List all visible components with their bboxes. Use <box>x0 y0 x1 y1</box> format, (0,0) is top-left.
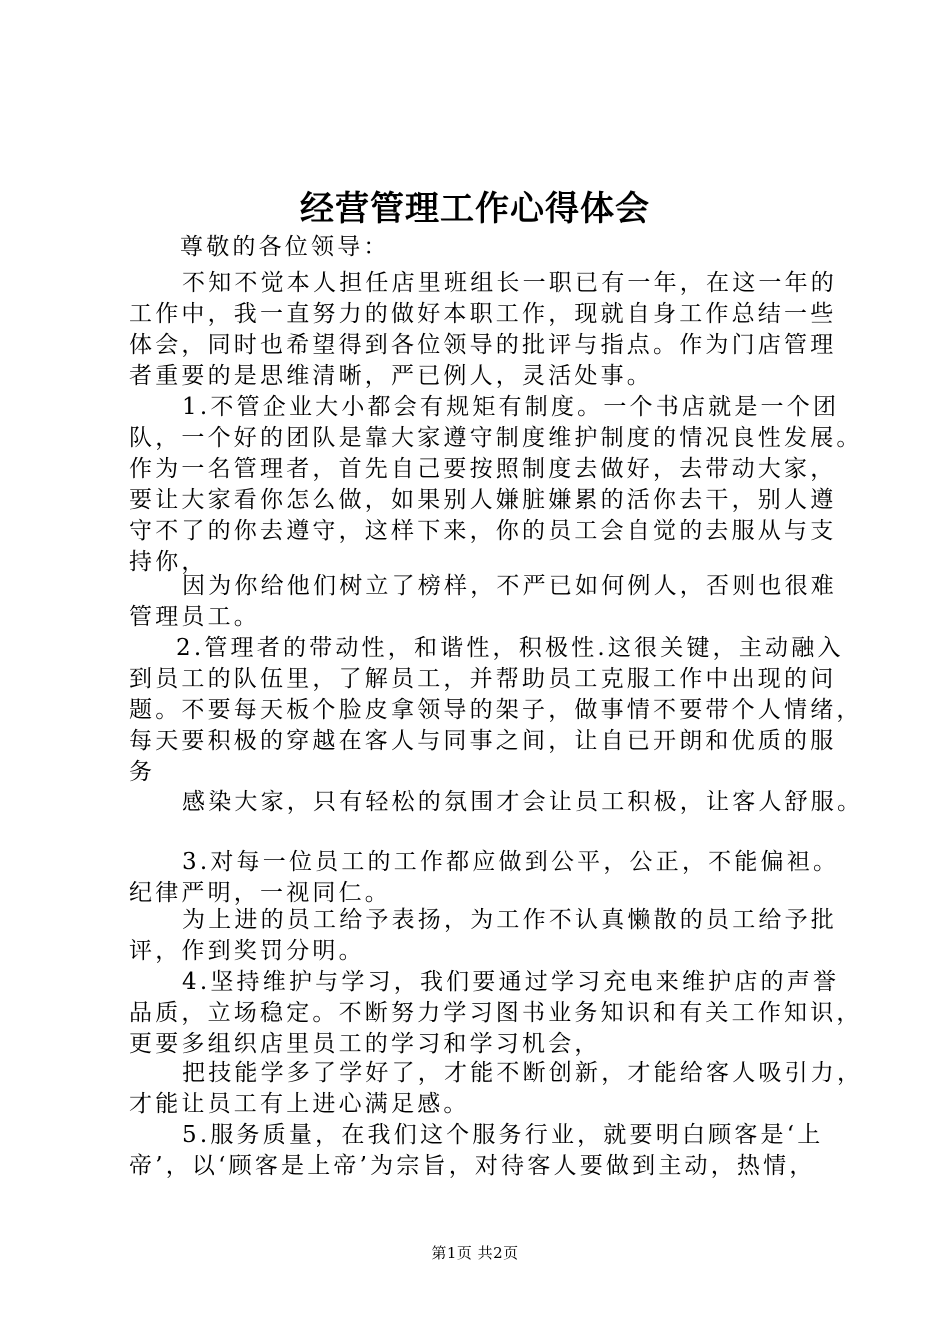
body-line: 不知不觉本人担任店里班组长一职已有一年，在这一年的 <box>182 270 837 296</box>
body-line: 4.坚持维护与学习，我们要通过学习充电来维护店的声誉 <box>182 969 840 995</box>
body-line: 管理员工。 <box>129 604 260 630</box>
body-line: 帝’，以‘顾客是上帝’为宗旨，对待客人要做到主动，热情， <box>129 1153 816 1179</box>
body-line: 要让大家看你怎么做，如果别人嫌脏嫌累的活你去干，别人遵 <box>129 487 837 513</box>
body-line: 到员工的队伍里，了解员工，并帮助员工克服工作中出现的问 <box>129 666 837 692</box>
body-line: 感染大家，只有轻松的氛围才会让员工积极，让客人舒服。 <box>182 789 864 815</box>
body-line: 品质，立场稳定。不断努力学习图书业务知识和有关工作知识， <box>129 1000 863 1026</box>
body-line: 作为一名管理者，首先自己要按照制度去做好，去带动大家， <box>129 456 837 482</box>
body-line: 持你， <box>129 549 208 575</box>
body-line: 队，一个好的团队是靠大家遵守制度维护制度的情况良性发展。 <box>129 425 863 451</box>
body-line: 为上进的员工给予表扬，为工作不认真懒散的员工给予批 <box>182 907 837 933</box>
body-line: 纪律严明，一视同仁。 <box>129 880 391 906</box>
body-line: 因为你给他们树立了榜样，不严已如何例人，否则也很难 <box>182 573 837 599</box>
body-line: 把技能学多了学好了，才能不断创新，才能给客人吸引力， <box>182 1060 864 1086</box>
body-line: 每天要积极的穿越在客人与同事之间，让自已开朗和优质的服 <box>129 728 837 754</box>
body-line: 守不了的你去遵守，这样下来，你的员工会自觉的去服从与支 <box>129 518 837 544</box>
body-line: 2.管理者的带动性，和谐性，积极性.这很关键，主动融入 <box>176 635 844 661</box>
body-line: 更要多组织店里员工的学习和学习机会， <box>129 1031 601 1057</box>
body-line: 才能让员工有上进心满足感。 <box>129 1091 470 1117</box>
body-line: 5.服务质量，在我们这个服务行业，就要明白顾客是‘上 <box>182 1122 824 1148</box>
body-line: 3.对每一位员工的工作都应做到公平，公正，不能偏袒。 <box>182 849 840 875</box>
page-footer: 第1页 共2页 <box>431 1244 519 1262</box>
body-line: 者重要的是思维清晰，严已例人，灵活处事。 <box>129 363 653 389</box>
body-line: 工作中，我一直努力的做好本职工作，现就自身工作总结一些 <box>129 301 837 327</box>
body-line: 尊敬的各位领导： <box>180 234 390 260</box>
body-line: 体会，同时也希望得到各位领导的批评与指点。作为门店管理 <box>129 332 837 358</box>
body-line: 1.不管企业大小都会有规矩有制度。一个书店就是一个团 <box>182 394 840 420</box>
body-line: 题。不要每天板个脸皮拿领导的架子，做事情不要带个人情绪， <box>129 697 863 723</box>
body-line: 评，作到奖罚分明。 <box>129 938 365 964</box>
body-line: 务 <box>129 759 156 785</box>
document-title: 经营管理工作心得体会 <box>300 189 650 229</box>
